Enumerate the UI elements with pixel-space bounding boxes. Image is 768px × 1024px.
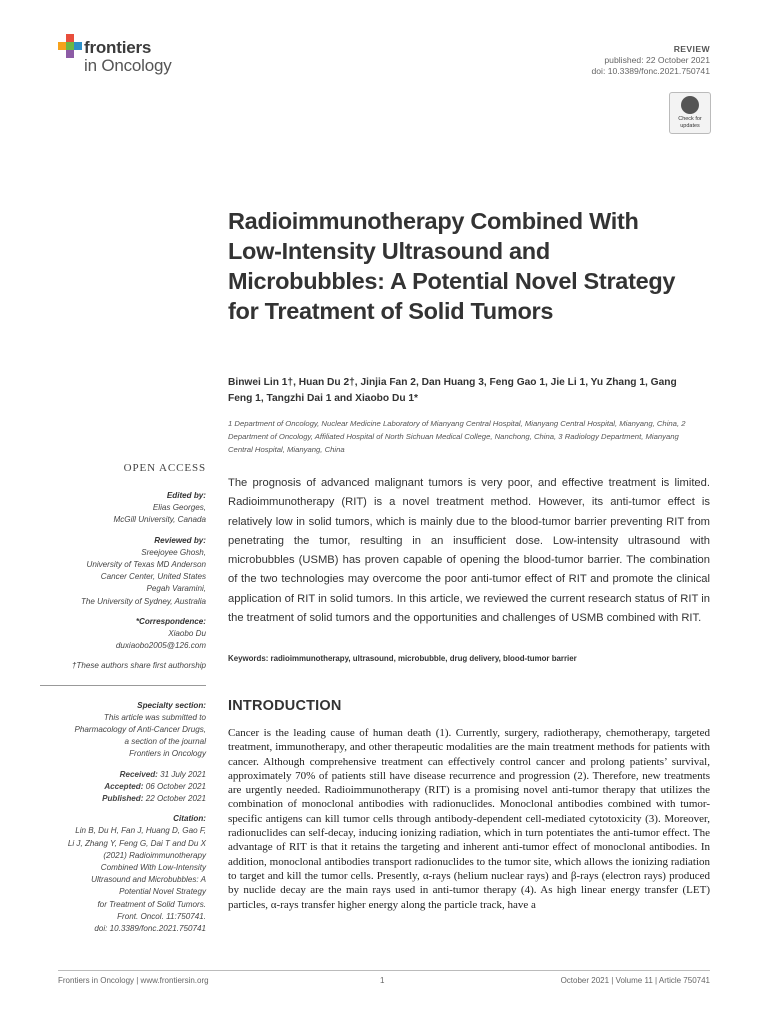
article-info-sidebar xyxy=(40,490,206,935)
specialty-line: This article was submitted to xyxy=(103,712,206,722)
article-type: REVIEW xyxy=(673,44,710,54)
published-date-sidebar: Published: 22 October 2021 xyxy=(102,794,206,804)
correspondence-heading: *Correspondence: xyxy=(135,616,206,626)
reviewer-line: Pegah Varamini, xyxy=(146,584,206,594)
footer-journal-link[interactable]: Frontiers in Oncology | www.frontiersin.org xyxy=(58,976,209,985)
doi-link[interactable]: doi: 10.3389/fonc.2021.750741 xyxy=(591,66,710,76)
frontiers-logo-icon xyxy=(58,34,82,60)
accepted-date: Accepted: 06 October 2021 xyxy=(104,781,206,791)
specialty-line: Pharmacology of Anti-Cancer Drugs, xyxy=(74,725,206,735)
abstract: The prognosis of advanced malignant tumors is very poor, and effective treatment is limited. Radioimmunotherapy (RIT) is a novel treatment method. However, its anti-tumor effect is relatively low in solid tumors, which is mainly due to the blood-tumor barrier preventing RIT from penetrating the tumor, resulting in an insufficient dose. Low-intensity ultrasound with microbubbles (USMB) has proven capable of opening the blood-tumor barrier. The combination of the two technologies may overcome the poor anti-tumor effect of RIT and promote the clinical application of RIT in solid tumors. In this article, we reviewed the current research status of RIT in the treatment of solid tumors and the opportunities and challenges of USMB combined with RIT. xyxy=(228,477,710,625)
introduction-paragraph: Cancer is the leading cause of human death (1). Currently, surgery, radiotherapy, chemotherapy, targeted treatment, immunotherapy, and other therapeutic modalities are the main treatment methods for patients with cancer. Although comprehensive treatment can effectively control cancer and prolong patients’ survival, approximately 70% of patients still have disease recurrence and progression (2). Therefore, new treatments are urgently needed. Radioimmunotherapy (RIT) is a promising novel anti-tumor therapy that utilizes the combination of monoclonal antibodies with radionuclides. Monoclonal antibodies combined with tumor-specific antigens can kill tumor cells through antibody-dependent cell-mediated cytotoxicity (3). Moreover, radionuclides can self-decay, inducing ionizing radiation, which in turn potentiates the anti-tumor effect. The advantage of RIT is that it retains the targeting and inherent anti-tumor effect of monoclonal antibodies. In addition, monoclonal antibodies transport radionuclides to the tumor site, which allows the ionizing radiation to target and kill the tumor cells. Presently, α-rays (helium nuclear rays) and β-rays (electron rays) produced by nuclide decay are the main rays used in anti-tumor therapy (4). As high linear energy transfer (LET) particles, α-rays transfer higher energy along the particle track, have a xyxy=(228,727,710,911)
check-for-updates-button[interactable] xyxy=(669,92,711,134)
specialty-line: a section of the journal xyxy=(124,737,206,747)
footer-divider xyxy=(58,970,710,971)
accepted-label: Accepted: xyxy=(104,781,144,791)
author-list: Binwei Lin 1†, Huan Du 2†, Jinjia Fan 2, Dan Huang 3, Feng Gao 1, Jie Li 1, Yu Zhang 1, Gang Feng 1, Tangzhi Dai 1 and Xiaobo Du 1* xyxy=(228,377,677,404)
brand-name: frontiers xyxy=(84,38,152,57)
correspondence-name: Xiaobo Du xyxy=(168,629,206,639)
edited-by-heading: Edited by: xyxy=(166,491,206,500)
page-number: 1 xyxy=(380,976,385,985)
citation-line: Li J, Zhang Y, Feng G, Dai T and Du X xyxy=(67,838,206,848)
check-updates-label: Check for updates xyxy=(678,116,702,129)
affiliations: 1 Department of Oncology, Nuclear Medicine Laboratory of Mianyang Central Hospital, Mianyang Central Hospital, Mianyang, China, 2 Department of Oncology, Affiliated Hospital of North Sichuan Medical College, Nanchong, China, 3 Radiology Department, Mianyang Central Hospital, Mianyang, China xyxy=(228,419,686,454)
footer-issue-info: October 2021 | Volume 11 | Article 750741 xyxy=(560,976,710,985)
citation-heading: Citation: xyxy=(173,814,206,824)
keywords: Keywords: radioimmunotherapy, ultrasound, microbubble, drug delivery, blood-tumor barrier xyxy=(228,654,577,663)
specialty-heading: Specialty section: xyxy=(137,700,206,710)
citation-doi[interactable]: doi: 10.3389/fonc.2021.750741 xyxy=(94,924,206,934)
correspondence-email[interactable]: duxiaobo2005@126.com xyxy=(115,641,206,651)
article-title: Radioimmunotherapy Combined With Low-Intensity Ultrasound and Microbubbles: A Potential Novel Strategy for Treatment of Solid Tumors xyxy=(228,208,676,324)
citation-line: (2021) Radioimmunotherapy xyxy=(103,850,206,860)
reviewer-line: University of Texas MD Anderson xyxy=(86,560,206,570)
reviewer-line: Sreejoyee Ghosh, xyxy=(141,547,206,557)
citation-line: Front. Oncol. 11:750741. xyxy=(117,911,206,921)
citation-line: Potential Novel Strategy xyxy=(119,887,206,897)
reviewer-line: The University of Sydney, Australia xyxy=(80,596,206,606)
received-date: Received: 31 July 2021 xyxy=(119,769,206,779)
editor-line: McGill University, Canada xyxy=(113,515,206,525)
published-date: published: 22 October 2021 xyxy=(604,55,710,65)
specialty-line: Frontiers in Oncology xyxy=(129,749,206,759)
citation-line: Lin B, Du H, Fan J, Huang D, Gao F, xyxy=(75,826,206,836)
received-label: Received: xyxy=(119,769,158,779)
equal-contribution-note: †These authors share first authorship xyxy=(71,661,206,671)
open-access-label: OPEN ACCESS xyxy=(123,462,206,474)
citation-line: Combined With Low-Intensity xyxy=(100,863,206,873)
sidebar-divider xyxy=(40,685,206,686)
citation-line: Ultrasound and Microbubbles: A xyxy=(91,875,206,885)
reviewer-line: Cancer Center, United States xyxy=(100,572,206,582)
journal-name: in Oncology xyxy=(84,56,172,75)
article-meta xyxy=(591,44,710,77)
published-label: Published: xyxy=(102,794,144,804)
journal-logo xyxy=(58,32,198,82)
citation-line: for Treatment of Solid Tumors. xyxy=(97,899,206,909)
reviewed-by-heading: Reviewed by: xyxy=(154,535,206,545)
editor-line: Elias Georges, xyxy=(152,503,206,513)
section-heading-introduction: INTRODUCTION xyxy=(228,698,342,714)
check-updates-icon xyxy=(681,96,699,114)
